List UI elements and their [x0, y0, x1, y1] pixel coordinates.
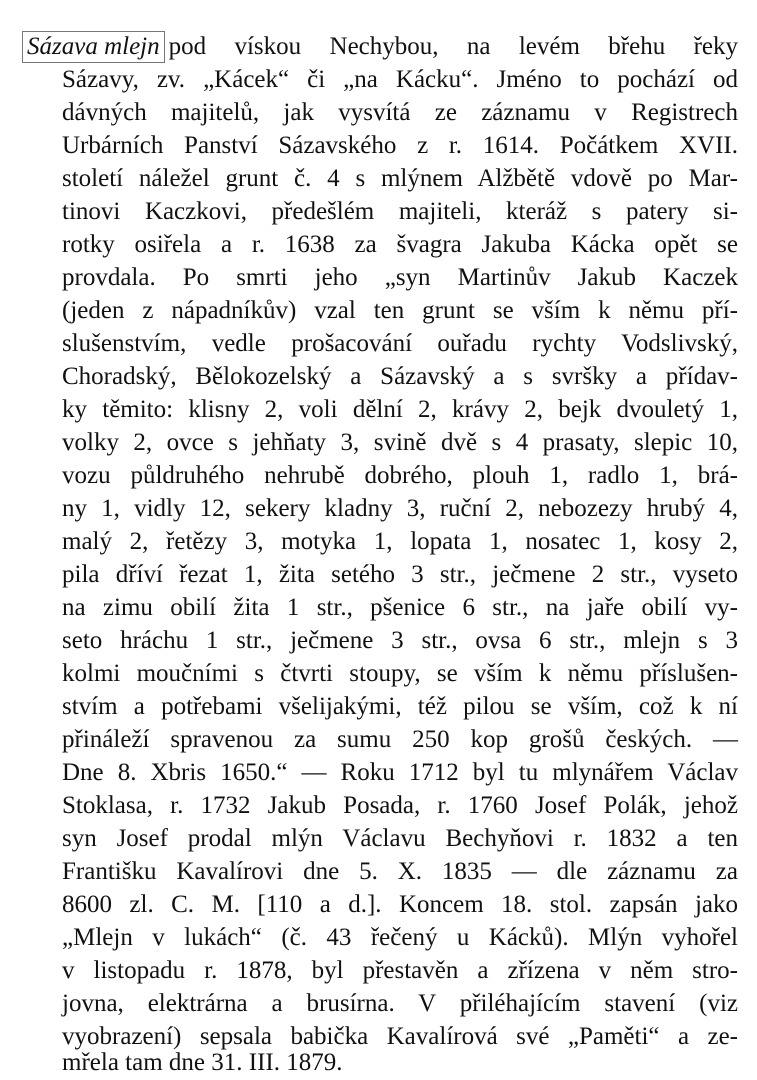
text-line-27: 8600 zl. C. M. [110 a d.]. Koncem 18. stol. zapsán jako: [62, 891, 738, 918]
text-line-1-body: pod vískou Nechybou, na levém břehu řeky: [168, 33, 738, 60]
text-line-9: (jeden z nápadníkův) vzal ten grunt se vším k němu pří-: [62, 297, 738, 324]
text-line-17: pila dříví řezat 1, žita setého 3 str., ječmene 2 str., vyseto: [62, 561, 738, 588]
text-line-22: přináleží spravenou za sumu 250 kop grošů českých. —: [62, 726, 738, 753]
text-line-5: století náležel grunt č. 4 s mlýnem Alžbětě vdově po Mar-: [62, 165, 738, 192]
entry-headword: Sázava mlejn: [22, 31, 165, 63]
text-line-2: Sázavy, zv. „Kácek“ či „na Kácku“. Jméno to pochází od: [62, 66, 738, 93]
text-line-6: tinovi Kaczkovi, předešlém majiteli, kteráž s patery si-: [62, 198, 738, 225]
text-line-19: seto hráchu 1 str., ječmene 3 str., ovsa 6 str., mlejn s 3: [62, 627, 738, 654]
text-line-18: na zimu obilí žita 1 str., pšenice 6 str., na jaře obilí vy-: [62, 594, 738, 621]
text-line-4: Urbárních Panství Sázavského z r. 1614. Počátkem XVII.: [62, 132, 738, 159]
text-line-31: vyobrazení) sepsala babička Kavalírová své „Paměti“ a ze-: [62, 1023, 738, 1050]
text-line-3: dávných majitelů, jak vysvítá ze záznamu v Registrech: [62, 99, 738, 126]
text-line-26: Františku Kavalírovi dne 5. X. 1835 — dle záznamu za: [62, 858, 738, 885]
text-line-10: slušenstvím, vedle prošacování ouřadu rychty Vodslivský,: [62, 330, 738, 357]
text-line-14: vozu půldruhého nehrubě dobrého, plouh 1, radlo 1, brá-: [62, 462, 738, 489]
text-line-24: Stoklasa, r. 1732 Jakub Posada, r. 1760 Josef Polák, jehož: [62, 792, 738, 819]
text-line-20: kolmi moučními s čtvrti stoupy, se vším k němu příslušen-: [62, 660, 738, 687]
text-line-28: „Mlejn v lukách“ (č. 43 řečený u Kácků). Mlýn vyhořel: [62, 924, 738, 951]
text-line-30: jovna, elektrárna a brusírna. V přiléhajícím stavení (viz: [62, 990, 738, 1017]
text-line-12: ky těmito: klisny 2, voli dělní 2, krávy 2, bejk dvouletý 1,: [62, 396, 738, 423]
text-line-25: syn Josef prodal mlýn Václavu Bechyňovi r. 1832 a ten: [62, 825, 738, 852]
text-line-21: stvím a potřebami všelijakými, též pilou se vším, což k ní: [62, 693, 738, 720]
text-line-1: [22, 30, 738, 63]
text-line-16: malý 2, řetězy 3, motyka 1, lopata 1, nosatec 1, kosy 2,: [62, 528, 738, 555]
text-line-7: rotky osiřela a r. 1638 za švagra Jakuba Kácka opět se: [62, 231, 738, 258]
text-line-29: v listopadu r. 1878, byl přestavěn a zřízena v něm stro-: [62, 957, 738, 984]
text-line-13: volky 2, ovce s jehňaty 3, svině dvě s 4 prasaty, slepic 10,: [62, 429, 738, 456]
text-line-11: Choradský, Bělokozelský a Sázavský a s svršky a přídav-: [62, 363, 738, 390]
text-line-23: Dne 8. Xbris 1650.“ — Roku 1712 byl tu mlynářem Václav: [62, 759, 738, 786]
text-line-15: ny 1, vidly 12, sekery kladny 3, ruční 2, nebozezy hrubý 4,: [62, 495, 738, 522]
text-line-8: provdala. Po smrti jeho „syn Martinův Jakub Kaczek: [62, 264, 738, 291]
text-line-32: mřela tam dne 31. III. 1879.: [62, 1049, 343, 1076]
